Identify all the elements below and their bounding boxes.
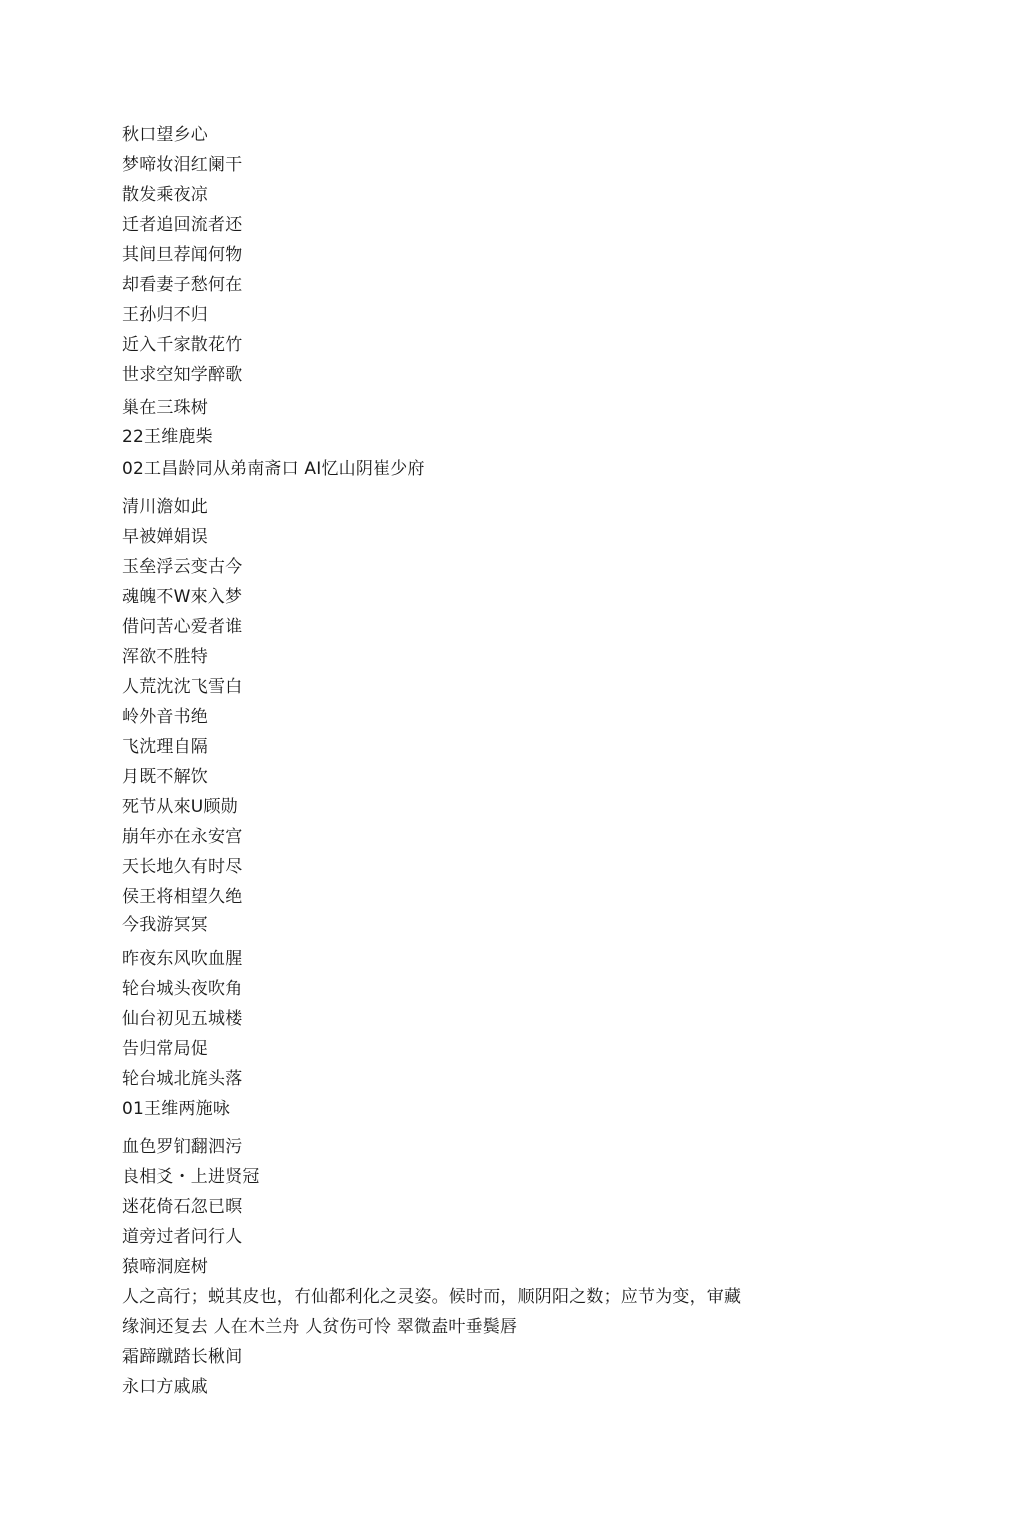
text-line: 世求空知学醉歌	[122, 365, 243, 385]
text-line: 侯王将相望久绝	[122, 887, 243, 907]
text-line: 浑欲不胜特	[122, 647, 208, 667]
text-line: 告归常局促	[122, 1039, 208, 1059]
text-line: 良相爻・上进贤冠	[122, 1167, 260, 1187]
text-line: 今我游冥冥	[122, 915, 208, 935]
text-line: 人荒沈沈飞雪白	[122, 677, 243, 697]
text-line: 人之高行；蜕其皮也，冇仙都利化之灵姿。候时而，顺阴阳之数；应节为变，审藏	[122, 1287, 742, 1307]
text-line: 却看妻子愁何在	[122, 275, 243, 295]
text-line: 轮台城头夜吹角	[122, 979, 243, 999]
text-line: 霜蹄蹴踏长楸间	[122, 1347, 243, 1367]
text-line: 王孙归不归	[122, 305, 208, 325]
text-line: 死节从來U顾勋	[122, 797, 238, 817]
text-line: 秋口望乡心	[122, 125, 208, 145]
text-line: 早被婵娟误	[122, 527, 208, 547]
text-line: 月既不解饮	[122, 767, 208, 787]
text-line: 昨夜东风吹血腥	[122, 949, 243, 969]
text-line: 飞沈理自隔	[122, 737, 208, 757]
text-line: 轮台城北旄头落	[122, 1069, 243, 1089]
text-line: 缘涧还复去 人在木兰舟 人贫伤可怜 翠微盍叶垂鬓唇	[122, 1317, 518, 1337]
text-line: 魂魄不W來入梦	[122, 587, 243, 607]
text-line: 散发乘夜凉	[122, 185, 208, 205]
text-line: 其间旦荐闻何物	[122, 245, 243, 265]
text-line: 梦啼妆泪红阑干	[122, 155, 243, 175]
text-line: 迷花倚石忽已暝	[122, 1197, 243, 1217]
text-line: 迁者追回流者还	[122, 215, 243, 235]
text-line: 巢在三珠树	[122, 398, 208, 418]
text-line: 近入千家散花竹	[122, 335, 243, 355]
text-line: 02工昌龄同从弟南斋口 AI忆山阴崔少府	[122, 459, 425, 479]
text-line: 22王维鹿柴	[122, 427, 213, 447]
text-line: 玉垒浮云变古今	[122, 557, 243, 577]
poem-line-list	[122, 124, 982, 1398]
text-line: 清川澹如此	[122, 497, 208, 517]
text-line: 01王维两施咏	[122, 1099, 231, 1119]
text-line: 借问苦心爱者谁	[122, 617, 243, 637]
text-line: 崩年亦在永安宫	[122, 827, 243, 847]
text-line: 仙台初见五城楼	[122, 1009, 243, 1029]
text-line: 猿啼洞庭树	[122, 1257, 208, 1277]
text-line: 血色罗钔翻泗污	[122, 1137, 243, 1157]
text-line: 道旁过者问行人	[122, 1227, 243, 1247]
text-line: 岭外音书绝	[122, 707, 208, 727]
text-line: 天长地久有时尽	[122, 857, 243, 877]
text-line: 永口方戚戚	[122, 1377, 208, 1397]
